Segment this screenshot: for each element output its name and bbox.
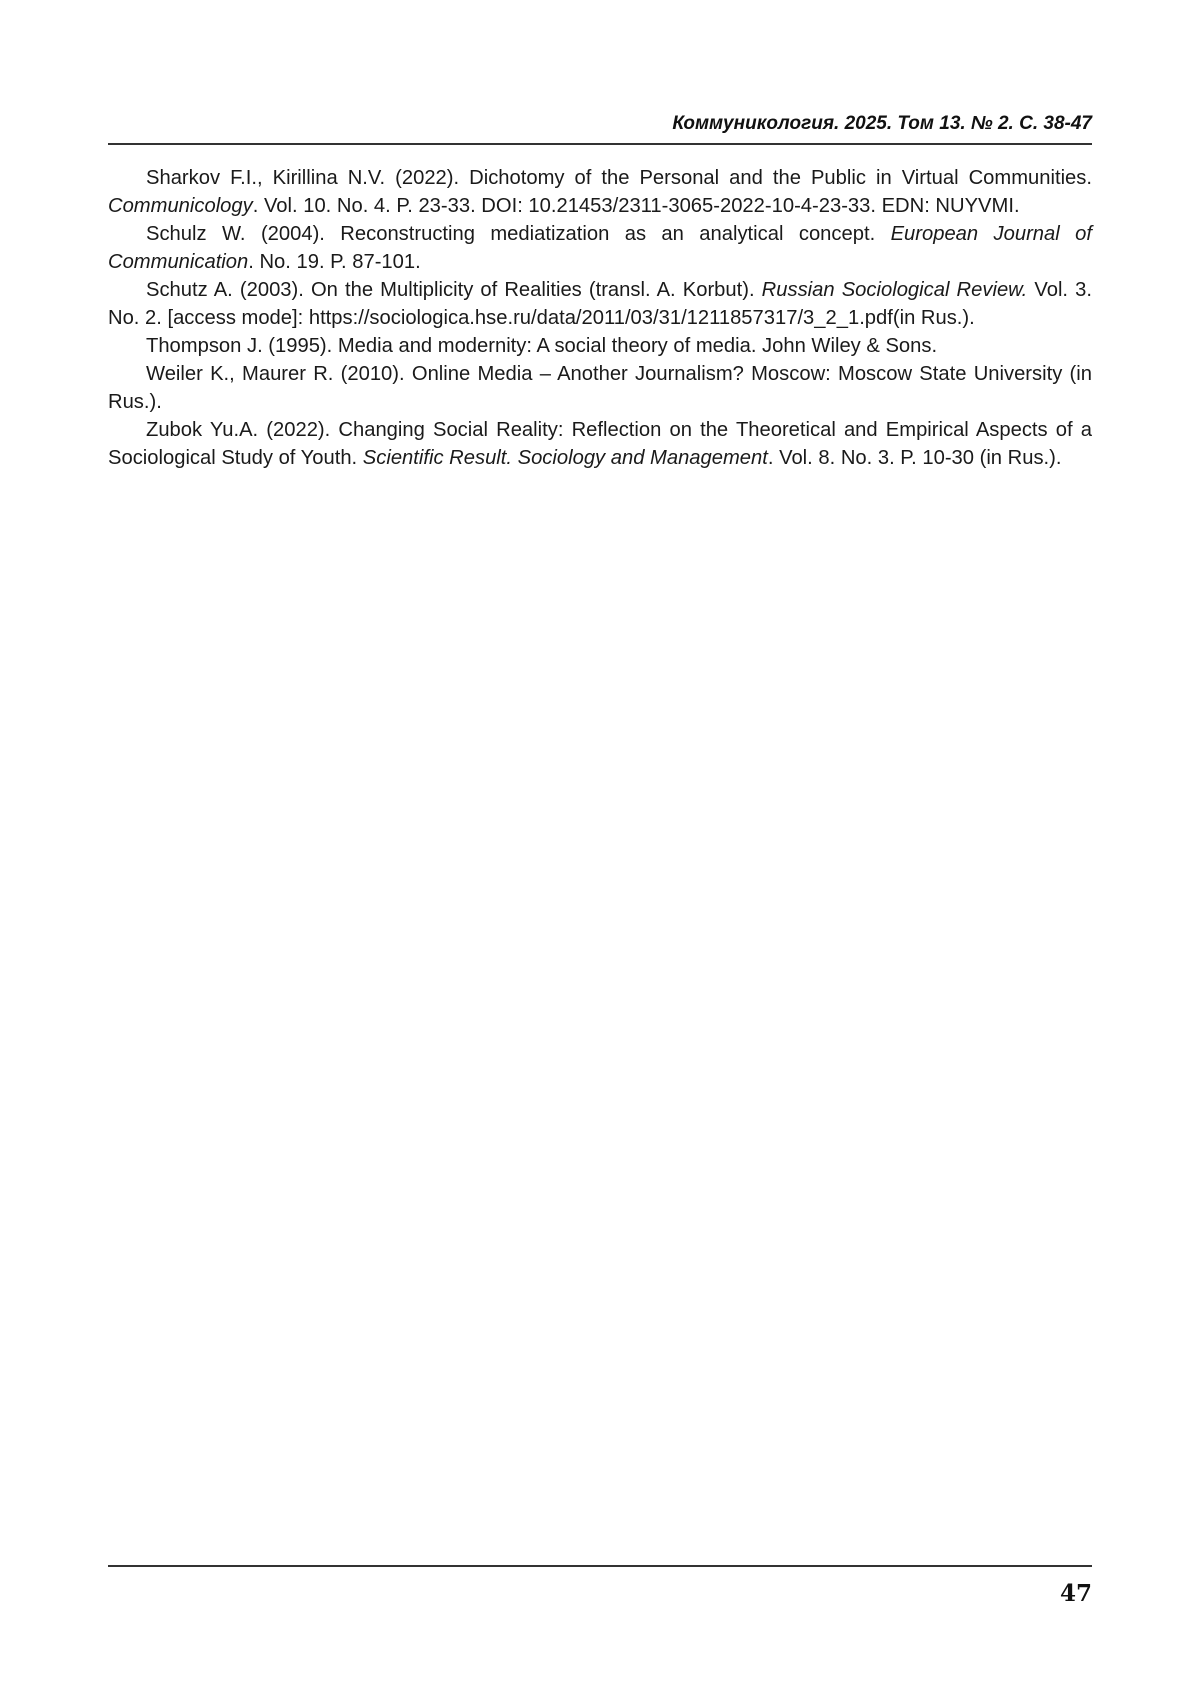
reference-authors: Schulz W. (2004). Reconstructing mediatization as an analytical concept. xyxy=(146,223,891,245)
reference-details: Vol. 3. No. 2. [access mode]: https://sociologica.hse.ru/data/2011/03/31/1211857317/3_2_1.pdf(in Rus.). xyxy=(108,279,1092,329)
reference-entry xyxy=(108,360,1092,416)
footer-rule xyxy=(108,1565,1092,1567)
reference-details: . Vol. 10. No. 4. P. 23-33. DOI: 10.21453/2311-3065-2022-10-4-23-33. EDN: NUYVMI. xyxy=(252,195,1020,217)
reference-entry xyxy=(108,220,1092,276)
reference-list xyxy=(108,164,1092,472)
reference-source: Scientific Result. Sociology and Management xyxy=(362,447,768,469)
reference-source: Communicology xyxy=(108,195,253,217)
reference-entry xyxy=(108,332,1092,360)
reference-source: European Journal of Communication xyxy=(108,223,1092,273)
reference-entry xyxy=(108,276,1092,332)
reference-entry xyxy=(108,164,1092,220)
reference-authors: Sharkov F.I., Kirillina N.V. (2022). Dichotomy of the Personal and the Public in Virtual Communities. xyxy=(146,167,1092,189)
reference-authors: Thompson J. (1995). Media and modernity: A social theory of media. John Wiley & Sons. xyxy=(146,335,938,357)
running-head: Коммуникология. 2025. Том 13. № 2. С. 38-47 xyxy=(672,113,1092,134)
header-rule xyxy=(108,143,1092,145)
reference-authors: Zubok Yu.A. (2022). Changing Social Reality: Reflection on the Theoretical and Empirical Aspects of a Sociological Study of Youth. xyxy=(108,419,1092,469)
reference-details: . No. 19. P. 87-101. xyxy=(248,251,421,273)
reference-authors: Weiler K., Maurer R. (2010). Online Media – Another Journalism? Moscow: Moscow State University (in Rus.). xyxy=(108,363,1092,413)
page-number: 47 xyxy=(1059,1580,1092,1607)
reference-entry xyxy=(108,416,1092,472)
reference-authors: Schutz A. (2003). On the Multiplicity of Realities (transl. A. Korbut). xyxy=(146,279,762,301)
reference-source: Russian Sociological Review. xyxy=(761,279,1028,301)
reference-details: . Vol. 8. No. 3. P. 10-30 (in Rus.). xyxy=(767,447,1062,469)
